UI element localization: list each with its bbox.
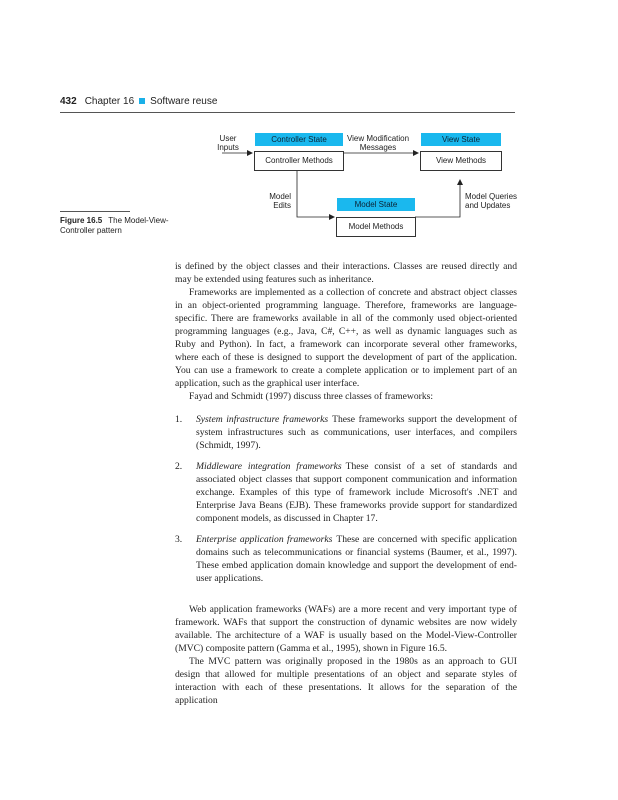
controller-state-box: Controller State [255,133,343,146]
caption-rule [60,211,130,212]
page-number: 432 [60,96,77,107]
list-item-term: Enterprise application frameworks [196,534,333,545]
view-modification-label: View Modification Messages [346,134,410,152]
model-queries-label: Model Queries and Updates [465,192,518,210]
paragraph: The MVC pattern was originally proposed in the 1980s as an approach to GUI design that allowed for multiple presentations of an object and separate styles of interaction with each of these presentations. It allows for the separation of the application [175,656,517,706]
paragraph: is defined by the object classes and their interactions. Classes are reused directly and may be extended using features such as inheritance. [175,261,517,285]
arrow-model-edits [297,171,334,217]
section-title: Software reuse [150,96,218,107]
model-edits-label: Model Edits [269,192,291,210]
list-item: 1. System infrastructure frameworks These frameworks support the development of system infrastructures such as communications, user interfaces, and compilers (Schmidt, 1997). [175,414,518,451]
list-item-term: System infrastructure frameworks [196,414,329,425]
figure-caption [60,216,180,236]
list-item: 3. Enterprise application frameworks These are concerned with specific application domains such as telecommunications or financial systems (Baumer, et al., 1997). These embed application domain knowledge and support the development of end-user applications. [175,534,517,584]
figure-number: Figure 16.5 [60,216,103,225]
view-methods-box: View Methods [420,151,502,171]
framework-classes-list [175,413,517,585]
figure-caption-text: The Model-View-Controller pattern [60,216,169,235]
paragraph: Frameworks are implemented as a collection of concrete and abstract object classes in an object-oriented programming language. Therefore, frameworks are language-specific. There are frameworks available in all of the commonly used object-oriented programming languages (e.g., Java, C#, C++, as well as dynamic languages such as Ruby and Python). In fact, a framework can incorporate several other frameworks, where each of these is designed to support the development of part of the application. You can use a framework to create a complete application or to implement part of an application, such as the graphical user interface. [175,287,517,389]
user-inputs-label: User Inputs [217,134,239,152]
model-state-box: Model State [337,198,415,211]
list-item-term: Middleware integration frameworks [196,461,342,472]
model-methods-box: Model Methods [336,217,416,237]
paragraph: Fayad and Schmidt (1997) discuss three classes of frameworks: [189,391,434,402]
arrow-model-queries [415,180,460,217]
controller-methods-box: Controller Methods [254,151,344,171]
chapter-label: Chapter 16 [84,96,135,107]
list-item: 2. Middleware integration frameworks These consist of a set of standards and associated object classes that support component communication and information exchange. Examples of this type of framework include Microsoft's .NET and Enterprise Java Beans (EJB). These frameworks provide support for standardized component models, as discussed in Chapter 17. [175,461,517,524]
paragraph: Web application frameworks (WAFs) are a more recent and very important type of framework. WAFs that support the construction of dynamic websites are now widely available. The architecture of a WAF is usually based on the Model-View-Controller (MVC) composite pattern (Gamma et al., 1995), shown in Figure 16.5. [175,604,517,654]
body-text [175,260,517,707]
view-state-box: View State [421,133,501,146]
